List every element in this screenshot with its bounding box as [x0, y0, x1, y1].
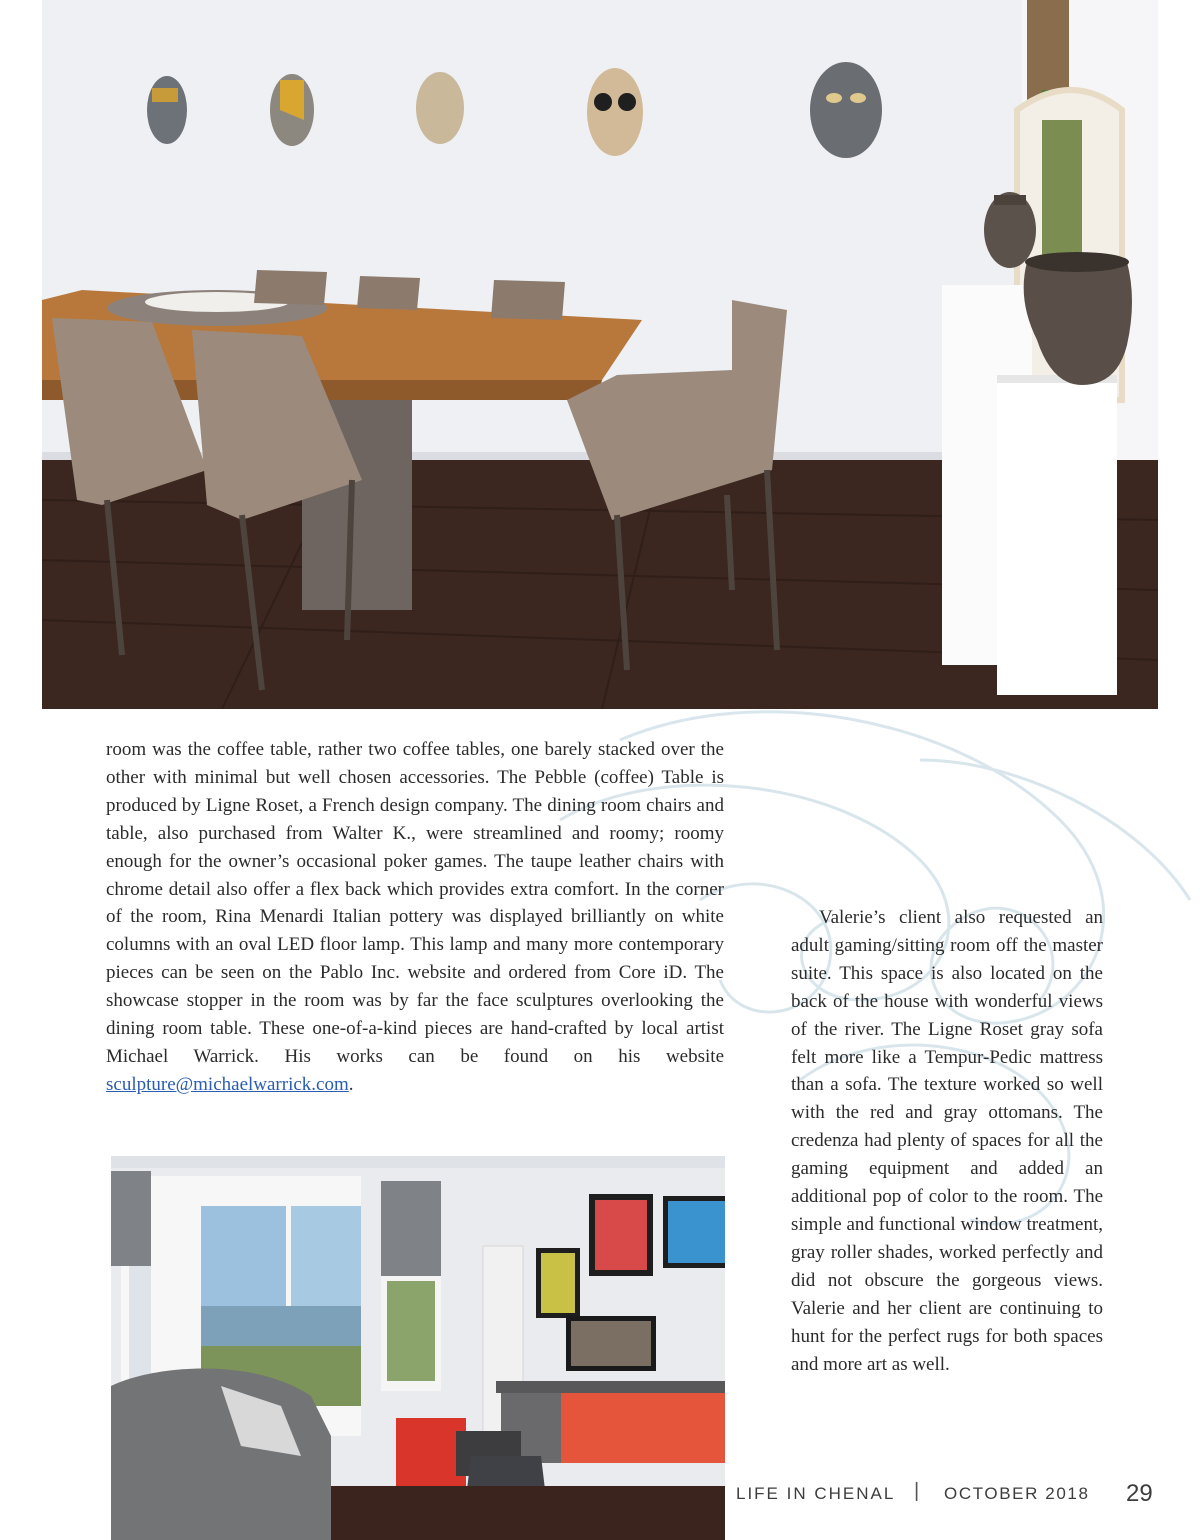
issue-date: OCTOBER 2018	[944, 1484, 1090, 1503]
article-left-column	[106, 736, 724, 1099]
article-left-trailing: .	[348, 1073, 354, 1095]
dining-room-photo	[42, 0, 1158, 709]
article-right-column: Valerie’s client also requested an adult gaming/sitting room off the master suite. This space is also located on the back of the house with wonderful views of the river. The Ligne Roset gray sofa felt more like a Tempur-Pedic mattress than a sofa. The texture worked so well with the red and gray ottomans. The credenza had plenty of spaces for all the gaming equipment and added an additional pop of color to the room. The simple and functional window treatment, gray roller shades, worked perfectly and did not obscure the gorgeous views. Valerie and her client are continuing to hunt for the perfect rugs for both spaces and more art as well.	[791, 907, 1103, 1375]
magazine-name: LIFE IN CHENAL	[736, 1484, 896, 1503]
article-left-text: room was the coffee table, rather two coffee tables, one barely stacked over the other with minimal but well chosen accessories. The Pebble (coffee) Table is produced by Ligne Roset, a French design company. The dining room chairs and table, also purchased from Walter K., were streamlined and roomy; roomy enough for the owner’s occasional poker games. The taupe leather chairs with chrome detail also offer a flex back which provides extra comfort. In the corner of the room, Rina Menardi Italian pottery was displayed brilliantly on white columns with an oval LED floor lamp. This lamp and many more contemporary pieces can be seen on the Pablo Inc. website and ordered from Core iD. The showcase stopper in the room was by far the face sculptures overlooking the dining room table. These one-of-a-kind pieces are hand-crafted by local artist Michael Warrick. His works can be found on his website	[106, 739, 724, 1067]
sculptor-email-link[interactable]: sculpture@michaelwarrick.com	[106, 1073, 349, 1095]
page-number: 29	[1126, 1480, 1153, 1507]
gaming-room-photo	[111, 1156, 725, 1540]
footer-separator: |	[914, 1480, 920, 1502]
